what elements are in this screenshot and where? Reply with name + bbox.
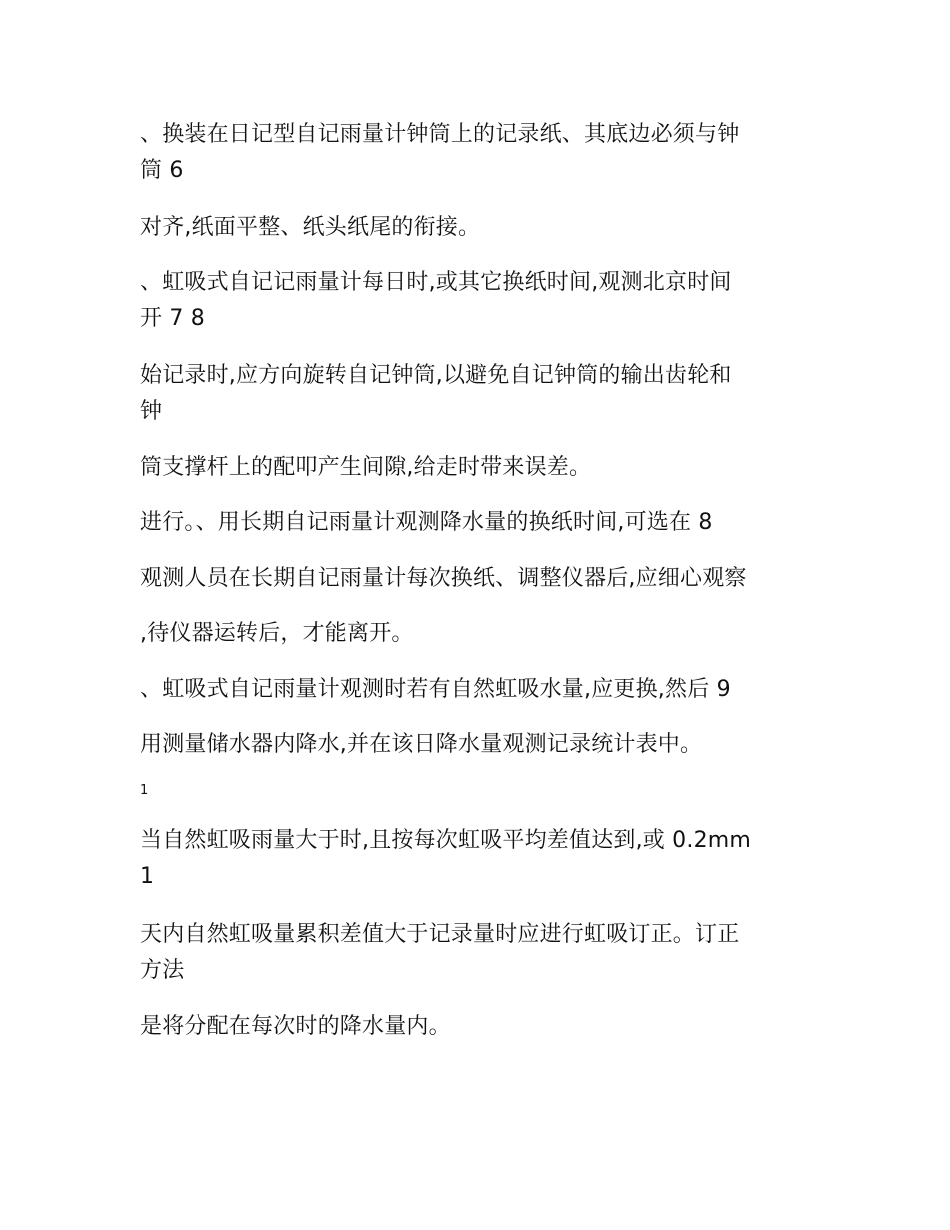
text-line: 当自然虹吸雨量大于时,且按每次虹吸平均差值达到,或 0.2mm <box>140 828 752 853</box>
paragraph-12 <box>140 917 820 989</box>
text-line: 1 <box>140 864 155 889</box>
paragraph-5 <box>140 450 820 486</box>
text-line: 、虹吸式自记记雨量计每日时,或其它换纸时间,观测北京时间 <box>140 270 732 295</box>
paragraph-2 <box>140 210 820 246</box>
text-line: 方法 <box>140 958 185 983</box>
text-line: 用测量储水器内降水,并在该日降水量观测记录统计表中。 <box>140 732 703 757</box>
text-line: 、虹吸式自记雨量计观测时若有自然虹吸水量,应更换,然后 9 <box>140 677 731 702</box>
paragraph-11 <box>140 823 820 895</box>
paragraph-9 <box>140 672 820 708</box>
paragraph-7 <box>140 561 820 597</box>
paragraph-6 <box>140 505 820 541</box>
text-line: 进行。、用长期自记雨量计观测降水量的换纸时间,可选在 8 <box>140 510 713 535</box>
text-line: 观测人员在长期自记雨量计每次换纸、调整仪器后,应细心观察 <box>140 566 747 591</box>
paragraph-10 <box>140 727 820 763</box>
text-line: 是将分配在每次时的降水量内。 <box>140 1014 451 1039</box>
text-line: 始记录时,应方向旋转自记钟筒,以避免自记钟筒的输出齿轮和 <box>140 363 732 388</box>
text-line: 天内自然虹吸量累积差值大于记录量时应进行虹吸订正。订正 <box>140 922 740 947</box>
text-line: 筒支撑杆上的配叩产生间隙,给走时带来误差。 <box>140 455 592 480</box>
text-line: 开 7 8 <box>140 306 205 331</box>
paragraph-1 <box>140 117 820 189</box>
text-line: 对齐,纸面平整、纸头纸尾的衔接。 <box>140 215 481 240</box>
page-number <box>140 782 820 800</box>
text-line: 钟 <box>140 399 163 424</box>
text-line: 筒 6 <box>140 158 184 183</box>
text-line: ,待仪器运转后，才能离开。 <box>140 621 414 646</box>
text-line: 1 <box>140 783 149 798</box>
text-line: 、换装在日记型自记雨量计钟筒上的记录纸、其底边必须与钟 <box>140 122 740 147</box>
paragraph-3 <box>140 265 820 337</box>
paragraph-13 <box>140 1009 820 1045</box>
paragraph-4 <box>140 358 820 430</box>
paragraph-8 <box>140 616 820 652</box>
